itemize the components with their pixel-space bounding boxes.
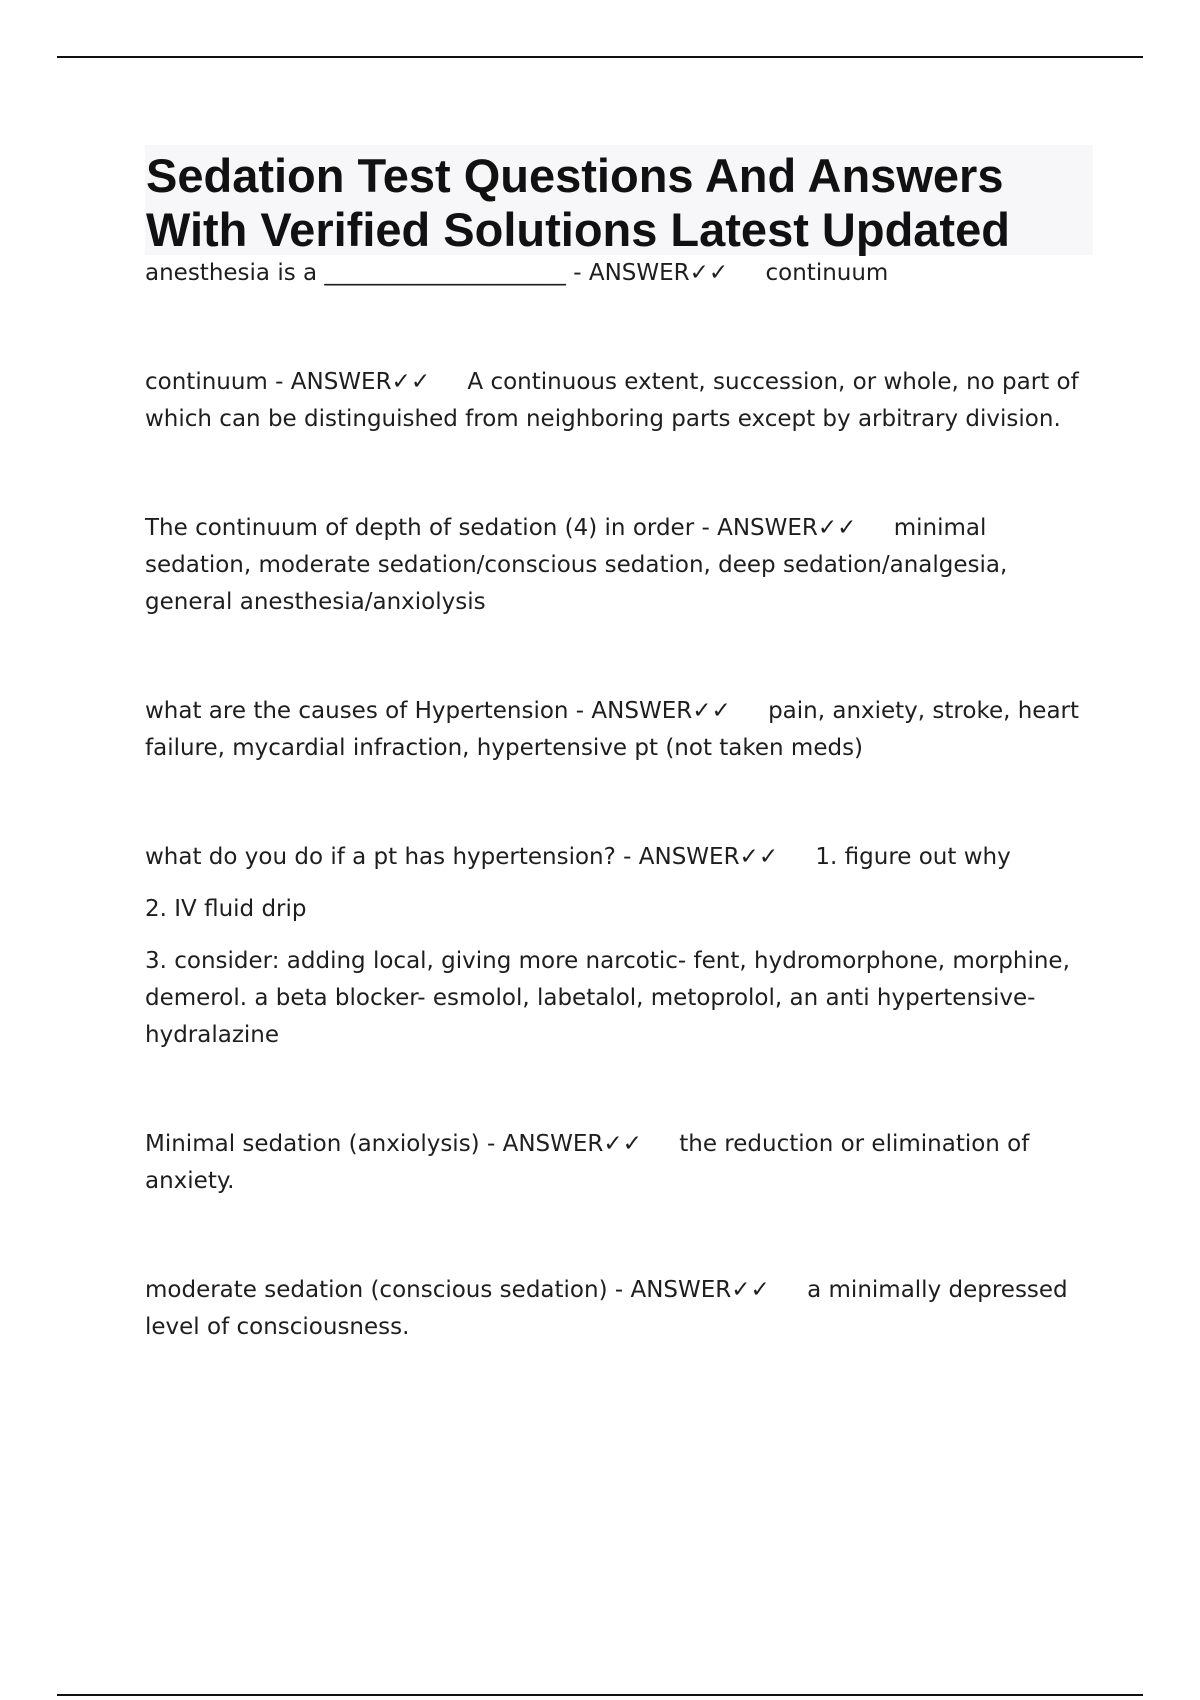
question-text: what are the causes of Hypertension <box>145 698 569 724</box>
top-rule <box>57 56 1143 58</box>
title-block <box>145 145 1093 255</box>
answer-text: A continuous extent, succession, or whole, no part of which can be distinguished from neighboring parts except by arbitrary division. <box>145 369 1079 432</box>
qa-entry <box>145 839 1095 1054</box>
answer-marker: - ANSWER✓✓ <box>575 698 731 724</box>
bottom-rule <box>57 1694 1143 1696</box>
answer-marker: - ANSWER✓✓ <box>275 369 431 395</box>
qa-entry <box>145 1272 1095 1346</box>
answer-text: the reduction or elimination of anxiety. <box>145 1131 1030 1194</box>
answer-marker: - ANSWER✓✓ <box>614 1277 770 1303</box>
question-text: continuum <box>145 369 268 395</box>
document-title <box>146 149 1093 257</box>
question-text: The continuum of depth of sedation (4) in order <box>145 515 695 541</box>
qa-entry <box>145 693 1095 767</box>
answer-marker: - ANSWER✓✓ <box>486 1131 642 1157</box>
document-body <box>145 145 1095 1346</box>
qa-list <box>145 255 1095 1346</box>
answer-text: pain, anxiety, stroke, heart failure, mycardial infraction, hypertensive pt (not taken meds) <box>145 698 1080 761</box>
title-line-1: Sedation Test Questions And Answers <box>146 149 1004 202</box>
question-text: anesthesia is a _____________________ <box>145 260 566 286</box>
answer-marker: - ANSWER✓✓ <box>573 260 729 286</box>
question-text: what do you do if a pt has hypertension? <box>145 844 616 870</box>
answer-text: 1. figure out why <box>815 844 1011 870</box>
title-line-2: With Verified Solutions Latest Updated <box>146 203 1010 256</box>
answer-text: continuum <box>765 260 889 286</box>
answer-marker: - ANSWER✓✓ <box>623 844 779 870</box>
answer-text: minimal sedation, moderate sedation/conscious sedation, deep sedation/analgesia, general anesthesia/anxiolysis <box>145 515 1008 615</box>
qa-entry <box>145 364 1095 438</box>
qa-entry <box>145 255 1095 292</box>
answer-step: 2. IV fluid drip <box>145 896 307 922</box>
qa-entry <box>145 510 1095 621</box>
answer-marker: - ANSWER✓✓ <box>701 515 857 541</box>
answer-step: 3. consider: adding local, giving more narcotic- fent, hydromorphone, morphine, demerol. a beta blocker- esmolol, labetalol, metoprolol, an anti hypertensive- hydralazine <box>145 948 1070 1048</box>
question-text: moderate sedation (conscious sedation) <box>145 1277 608 1303</box>
answer-text: a minimally depressed level of consciousness. <box>145 1277 1068 1340</box>
qa-entry <box>145 1126 1095 1200</box>
question-text: Minimal sedation (anxiolysis) <box>145 1131 480 1157</box>
